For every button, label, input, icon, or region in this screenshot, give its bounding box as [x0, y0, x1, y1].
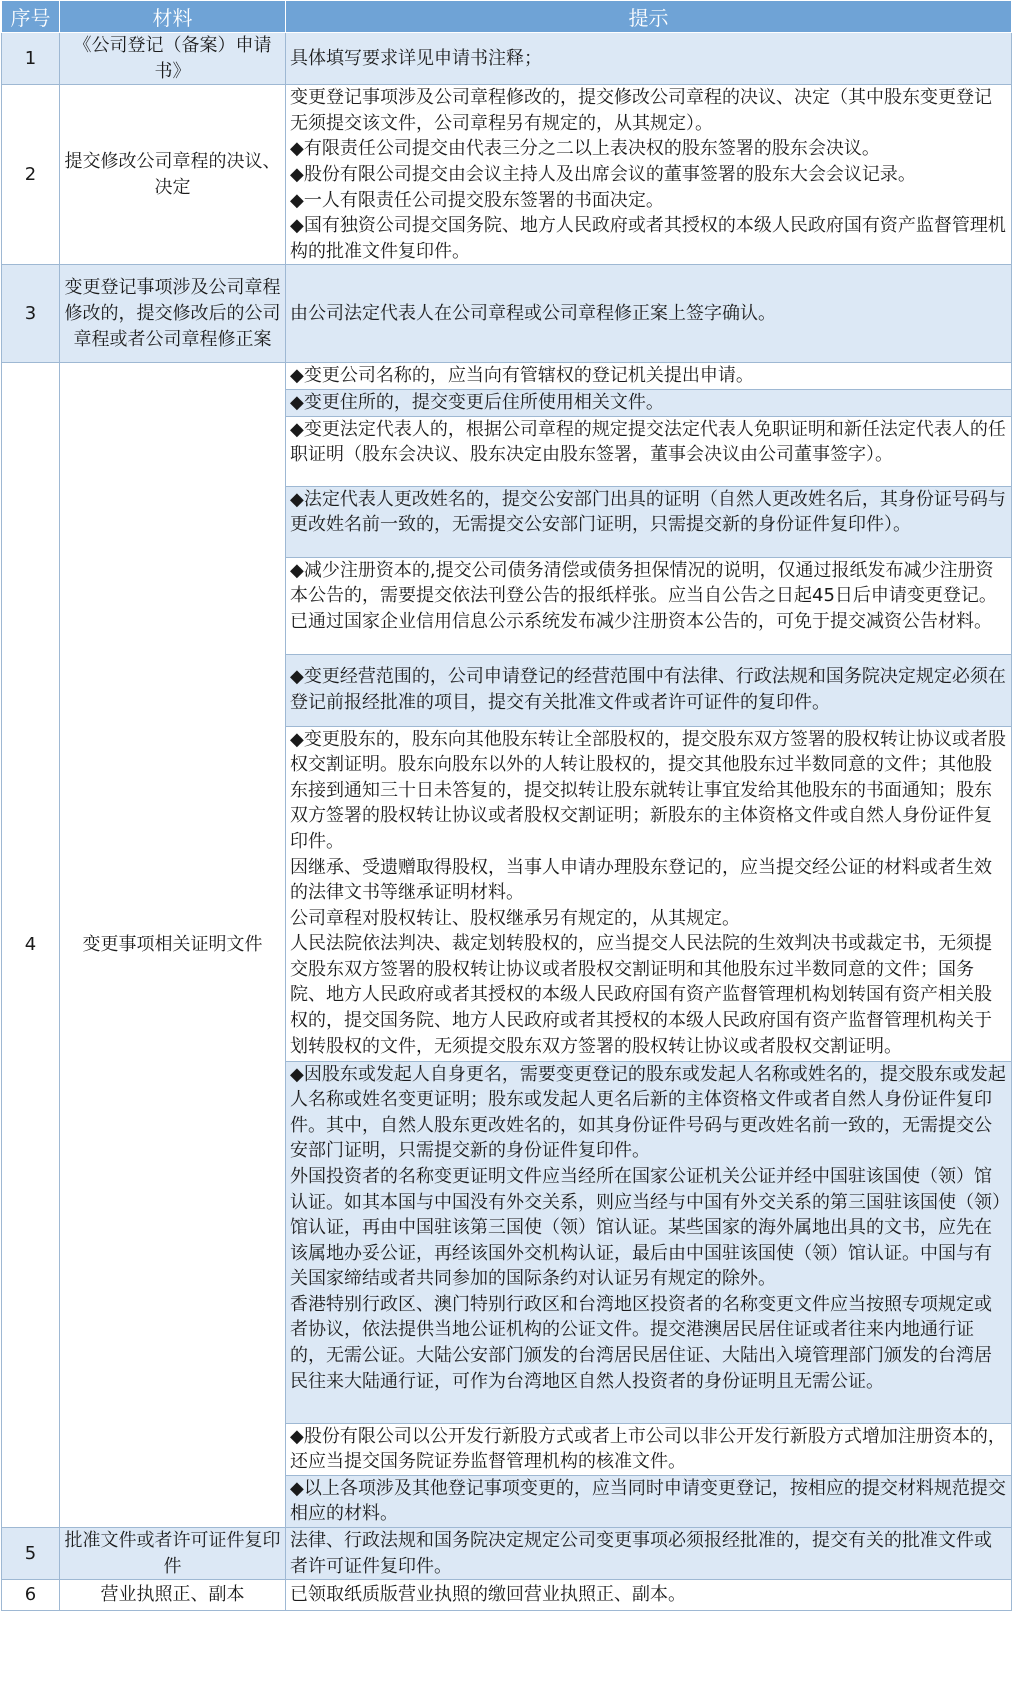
row-material: 变更登记事项涉及公司章程修改的，提交修改后的公司章程或者公司章程修正案: [60, 265, 286, 363]
table-row: [2, 363, 1012, 390]
row-tip: [286, 1527, 1012, 1579]
tip-paragraph: ◆一人有限责任公司提交股东签署的书面决定。: [290, 189, 664, 211]
tip-paragraph: ◆变更经营范围的，公司申请登记的经营范围中有法律、行政法规和国务院决定规定必须在登记前报经批准的项目，提交有关批准文件或者许可证件的复印件。: [290, 666, 1006, 714]
table-row: [2, 265, 1012, 363]
tip-paragraph: ◆有限责任公司提交由代表三分之二以上表决权的股东签署的股东会决议。: [290, 138, 880, 160]
row-tip-sub: [286, 654, 1012, 726]
row-material: 营业执照正、副本: [60, 1580, 286, 1611]
tip-paragraph: 外国投资者的名称变更证明文件应当经所在国家公证机关公证并经中国驻该国使（领）馆认证。如其本国与中国没有外交关系，则应当经与中国有外交关系的第三国驻该国使（领）馆认证，再由中国驻该第三国使（领）馆认证。某些国家的海外属地出具的文书，应先在该属地办妥公证，再经该国外交机构认证，最后由中国驻该国使（领）馆认证。中国与有关国家缔结或者共同参加的国际条约对认证另有规定的除外。: [290, 1165, 1001, 1290]
tip-paragraph: 变更登记事项涉及公司章程修改的，提交修改公司章程的决议、决定（其中股东变更登记无须提交该文件，公司章程另有规定的，从其规定）。: [290, 87, 992, 134]
tip-paragraph: 香港特别行政区、澳门特别行政区和台湾地区投资者的名称变更文件应当按照专项规定或者协议，依法提供当地公证机构的公证文件。提交港澳居民居住证或者往来内地通行证的，无需公证。大陆公安部门颁发的台湾居民居住证、大陆出入境管理部门颁发的台湾居民往来大陆通行证，可作为台湾地区自然人投资者的身份证明且无需公证。: [290, 1293, 992, 1392]
row-tip-sub: [286, 1061, 1012, 1423]
tip-paragraph: ◆变更公司名称的，应当向有管辖权的登记机关提出申请。: [290, 365, 754, 387]
row-tip-sub: [286, 726, 1012, 1061]
row-tip-sub: [286, 416, 1012, 486]
table-row: [2, 1580, 1012, 1611]
row-material: 《公司登记（备案）申请书》: [60, 33, 286, 85]
row-tip: [286, 33, 1012, 85]
header-row: [2, 1, 1012, 33]
tip-paragraph: ◆变更股东的，股东向其他股东转让全部股权的，提交股东双方签署的股权转让协议或者股权交割证明。股东向股东以外的人转让股权的，提交其他股东过半数同意的文件；其他股东接到通知三十日未答复的，提交拟转让股东就转让事宜发给其他股东的书面通知；股东双方签署的股权转让协议或者股权交割证明；新股东的主体资格文件或自然人身份证件复印件。: [290, 728, 1006, 852]
row-tip-sub: [286, 1475, 1012, 1527]
table-row: [2, 85, 1012, 265]
row-number: 3: [2, 265, 60, 363]
tip-paragraph: ◆变更住所的，提交变更后住所使用相关文件。: [290, 391, 664, 413]
header-number: 序号: [2, 1, 60, 33]
row-number: 5: [2, 1527, 60, 1579]
tip-paragraph: ◆因股东或发起人自身更名，需要变更登记的股东或发起人名称或姓名的，提交股东或发起人名称或姓名变更证明；股东或发起人更名后新的主体资格文件或者自然人身份证件复印件。其中，自然人股东更改姓名的，如其身份证件号码与更改姓名前一致的，无需提交公安部门证明，只需提交新的身份证件复印件。: [290, 1063, 1006, 1162]
row-number: 2: [2, 85, 60, 265]
tip-paragraph: 法律、行政法规和国务院决定规定公司变更事项必须报经批准的，提交有关的批准文件或者许可证件复印件。: [290, 1529, 992, 1577]
row-tip-sub: [286, 389, 1012, 416]
header-tip: 提示: [286, 1, 1012, 33]
tip-paragraph: 公司章程对股权转让、股权继承另有规定的，从其规定。: [290, 907, 740, 929]
tip-paragraph: ◆股份有限公司提交由会议主持人及出席会议的董事签署的股东大会会议记录。: [290, 163, 916, 185]
row-tip: [286, 1580, 1012, 1611]
materials-table: [1, 0, 1012, 1611]
tip-paragraph: 人民法院依法判决、裁定划转股权的，应当提交人民法院的生效判决书或裁定书，无须提交股东双方签署的股权转让协议或者股权交割证明和其他股东过半数同意的文件；国务院、地方人民政府或者其授权的本级人民政府国有资产监督管理机构划转国有资产相关股权的，提交国务院、地方人民政府或者其授权的本级人民政府国有资产监督管理机构关于划转股权的文件，无须提交股东双方签署的股权转让协议或者股权交割证明。: [290, 933, 992, 1057]
tip-paragraph: ◆股份有限公司以公开发行新股方式或者上市公司以非公开发行新股方式增加注册资本的，还应当提交国务院证券监督管理机构的核准文件。: [290, 1425, 1006, 1473]
row-number: 1: [2, 33, 60, 85]
tip-paragraph: ◆法定代表人更改姓名的，提交公安部门出具的证明（自然人更改姓名后，其身份证号码与更改姓名前一致的，无需提交公安部门证明，只需提交新的身份证件复印件）。: [290, 488, 1006, 536]
tip-paragraph: ◆以上各项涉及其他登记事项变更的，应当同时申请变更登记，按相应的提交材料规范提交相应的材料。: [290, 1477, 1006, 1525]
row-tip-sub: [286, 363, 1012, 390]
row-material: 提交修改公司章程的决议、决定: [60, 85, 286, 265]
row-number: 4: [2, 363, 60, 1528]
table-row: [2, 33, 1012, 85]
header-material: 材料: [60, 1, 286, 33]
row-tip: [286, 265, 1012, 363]
tip-paragraph: ◆减少注册资本的,提交公司债务清偿或债务担保情况的说明，仅通过报纸发布减少注册资本公告的，需要提交依法刊登公告的报纸样张。应当自公告之日起45日后申请变更登记。已通过国家企业信用信息公示系统发布减少注册资本公告的，可免于提交减资公告材料。: [290, 559, 997, 632]
row-material: 批准文件或者许可证件复印件: [60, 1527, 286, 1579]
tip-paragraph: 具体填写要求详见申请书注释；: [290, 47, 542, 69]
row-number: 6: [2, 1580, 60, 1611]
row-tip-sub: [286, 486, 1012, 557]
row-tip-sub: [286, 557, 1012, 654]
tip-paragraph: ◆变更法定代表人的，根据公司章程的规定提交法定代表人免职证明和新任法定代表人的任职证明（股东会决议、股东决定由股东签署，董事会决议由公司董事签字）。: [290, 418, 1006, 466]
tip-paragraph: 由公司法定代表人在公司章程或公司章程修正案上签字确认。: [290, 303, 776, 325]
tip-paragraph: 已领取纸质版营业执照的缴回营业执照正、副本。: [290, 1584, 686, 1606]
tip-paragraph: 因继承、受遗赠取得股权，当事人申请办理股东登记的，应当提交经公证的材料或者生效的法律文书等继承证明材料。: [290, 856, 992, 904]
table-row: [2, 1527, 1012, 1579]
row-tip: [286, 85, 1012, 265]
row-tip-sub: [286, 1423, 1012, 1475]
tip-paragraph: ◆国有独资公司提交国务院、地方人民政府或者其授权的本级人民政府国有资产监督管理机构的批准文件复印件。: [290, 215, 1006, 262]
row-material: 变更事项相关证明文件: [60, 363, 286, 1528]
